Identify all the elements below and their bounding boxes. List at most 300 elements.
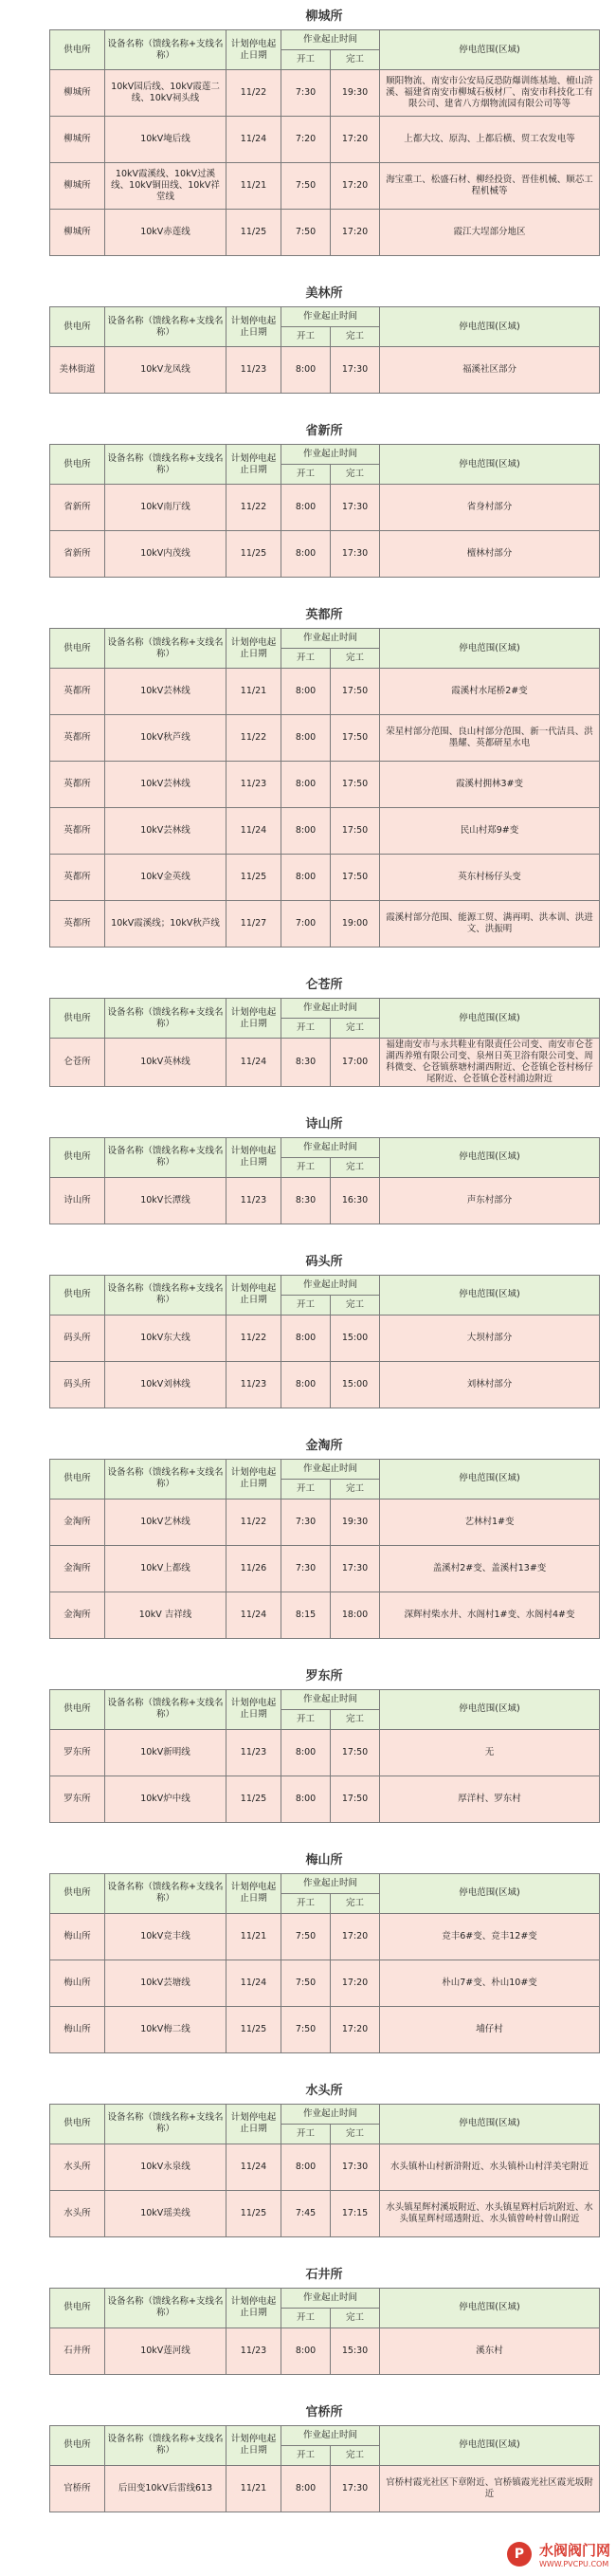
cell-date: 11/21	[226, 1913, 281, 1960]
cell-area: 官桥村霞光社区下章附近、官桥镇霞光社区霞光坂附近	[380, 2465, 600, 2512]
cell-device: 10kV埯后线	[105, 117, 226, 163]
table-row	[50, 531, 600, 578]
table-row	[50, 669, 600, 715]
header-area: 停电范围(区域)	[380, 1137, 600, 1177]
cell-station: 省新所	[50, 485, 105, 531]
cell-device: 10kV金英线	[105, 855, 226, 901]
cell-end: 17:50	[331, 855, 380, 901]
header-time: 作业起止时间	[281, 307, 380, 327]
section	[49, 598, 599, 968]
outage-table	[49, 306, 600, 394]
cell-date: 11/24	[226, 808, 281, 855]
cell-area: 大坝村部分	[380, 1315, 600, 1361]
cell-start: 8:00	[281, 2144, 331, 2190]
header-date: 计划停电起止日期	[226, 1137, 281, 1177]
cell-end: 17:30	[331, 2465, 380, 2512]
section	[49, 1108, 599, 1245]
cell-area: 竞丰6#变、竞丰12#变	[380, 1913, 600, 1960]
table-row	[50, 1499, 600, 1545]
table-row	[50, 855, 600, 901]
section-gap	[49, 2375, 599, 2396]
section-gap	[49, 1224, 599, 1245]
header-device: 设备名称（馈线名称+支线名称）	[105, 445, 226, 485]
cell-station: 英都所	[50, 762, 105, 808]
header-end: 完工	[331, 1709, 380, 1729]
cell-area: 盖溪村2#变、盖溪村13#变	[380, 1545, 600, 1592]
cell-area: 省身村部分	[380, 485, 600, 531]
header-device: 设备名称（馈线名称+支线名称）	[105, 307, 226, 347]
watermark-logo: P	[507, 2542, 532, 2567]
cell-start: 8:30	[281, 1039, 331, 1087]
header-date: 计划停电起止日期	[226, 2288, 281, 2328]
cell-start: 8:30	[281, 1177, 331, 1224]
header-start: 开工	[281, 1893, 331, 1913]
section-title: 英都所	[305, 608, 343, 622]
header-start: 开工	[281, 2445, 331, 2465]
cell-area: 英东村杨仔头变	[380, 855, 600, 901]
header-area: 停电范围(区域)	[380, 307, 600, 347]
cell-start: 7:30	[281, 1545, 331, 1592]
cell-start: 7:20	[281, 117, 331, 163]
header-area: 停电范围(区域)	[380, 1459, 600, 1499]
cell-end: 15:00	[331, 1315, 380, 1361]
table-row	[50, 2006, 600, 2052]
table-header-row	[50, 999, 600, 1019]
table-header-row	[50, 2425, 600, 2445]
cell-start: 7:50	[281, 163, 331, 210]
cell-area: 荣星村部分范围、良山村部分范围、新一代洁具、洪墨耀、英都研星水电	[380, 715, 600, 762]
header-date: 计划停电起止日期	[226, 445, 281, 485]
section	[49, 0, 599, 277]
header-device: 设备名称（馈线名称+支线名称）	[105, 1275, 226, 1315]
cell-station: 英都所	[50, 808, 105, 855]
cell-area: 埔仔村	[380, 2006, 600, 2052]
cell-end: 17:50	[331, 1729, 380, 1776]
header-time: 作业起止时间	[281, 2425, 380, 2445]
header-date: 计划停电起止日期	[226, 1689, 281, 1729]
cell-start: 8:00	[281, 485, 331, 531]
cell-area: 民山村郑9#变	[380, 808, 600, 855]
cell-station: 柳城所	[50, 70, 105, 117]
cell-end: 17:20	[331, 1960, 380, 2006]
outage-table	[49, 1275, 600, 1408]
section-title: 省新所	[305, 424, 343, 438]
section	[49, 414, 599, 598]
section	[49, 2396, 599, 2533]
cell-end: 17:50	[331, 1776, 380, 1822]
cell-device: 10kV南厅线	[105, 485, 226, 531]
section-title: 梅山所	[305, 1852, 343, 1868]
cell-device: 10kV芸塘线	[105, 1960, 226, 2006]
cell-device: 10kV芸林线	[105, 808, 226, 855]
header-date: 计划停电起止日期	[226, 307, 281, 347]
section	[49, 1660, 599, 1844]
cell-date: 11/21	[226, 669, 281, 715]
header-area: 停电范围(区域)	[380, 1873, 600, 1913]
cell-station: 仑苍所	[50, 1039, 105, 1087]
header-end: 完工	[331, 1893, 380, 1913]
section-title: 罗东所	[305, 1668, 343, 1684]
header-device: 设备名称（馈线名称+支线名称）	[105, 1137, 226, 1177]
section-title: 水头所	[305, 2083, 343, 2098]
cell-area: 霞溪村部分范围、能源工贸、满再明、洪本训、洪进文、洪振明	[380, 901, 600, 948]
section-gap	[49, 2053, 599, 2074]
section	[49, 968, 599, 1108]
header-supplier: 供电所	[50, 1689, 105, 1729]
header-start: 开工	[281, 1479, 331, 1499]
cell-station: 梅山所	[50, 1913, 105, 1960]
cell-end: 17:50	[331, 669, 380, 715]
header-supplier: 供电所	[50, 1459, 105, 1499]
outage-table	[49, 628, 600, 948]
header-supplier: 供电所	[50, 2425, 105, 2465]
header-time: 作业起止时间	[281, 1275, 380, 1295]
cell-device: 10kV霞溪线、10kV过溪线、10kV铜田线、10kV祥堂线	[105, 163, 226, 210]
cell-date: 11/23	[226, 347, 281, 394]
section-gap	[49, 578, 599, 598]
table-row	[50, 901, 600, 948]
cell-device: 10kV莲河线	[105, 2328, 226, 2374]
cell-station: 官桥所	[50, 2465, 105, 2512]
header-time: 作业起止时间	[281, 1459, 380, 1479]
header-start: 开工	[281, 1709, 331, 1729]
cell-station: 柳城所	[50, 163, 105, 210]
cell-device: 10kV梅二线	[105, 2006, 226, 2052]
table-row	[50, 1960, 600, 2006]
cell-date: 11/26	[226, 1545, 281, 1592]
cell-device: 10kV竞丰线	[105, 1913, 226, 1960]
outage-table	[49, 1459, 600, 1639]
cell-area: 福建南安市与永共鞋业有限责任公司变、南安市仑苍湖西养殖有限公司变、泉州日英卫浴有限公司变、周科微变、仑苍镇蔡塘村湖西附近、仑苍镇仑苍村杨仔尾附近、仑苍镇仑苍村浦边附近	[380, 1039, 600, 1087]
header-time: 作业起止时间	[281, 445, 380, 465]
header-supplier: 供电所	[50, 1137, 105, 1177]
cell-date: 11/22	[226, 1315, 281, 1361]
table-row	[50, 2190, 600, 2236]
table-header-row	[50, 2104, 600, 2124]
table-row	[50, 1545, 600, 1592]
cell-end: 15:00	[331, 1361, 380, 1408]
cell-date: 11/22	[226, 70, 281, 117]
header-time: 作业起止时间	[281, 30, 380, 50]
header-end: 完工	[331, 465, 380, 485]
outage-table	[49, 998, 600, 1087]
header-end: 完工	[331, 649, 380, 669]
cell-device: 10kV内茂线	[105, 531, 226, 578]
cell-end: 16:30	[331, 1177, 380, 1224]
cell-end: 17:15	[331, 2190, 380, 2236]
cell-date: 11/24	[226, 1592, 281, 1638]
cell-date: 11/22	[226, 1499, 281, 1545]
table-header-row	[50, 1459, 600, 1479]
table-header-row	[50, 2288, 600, 2308]
cell-station: 金淘所	[50, 1545, 105, 1592]
outage-table	[49, 1689, 600, 1823]
header-time: 作业起止时间	[281, 2104, 380, 2124]
cell-date: 11/22	[226, 485, 281, 531]
table-row	[50, 485, 600, 531]
cell-start: 8:00	[281, 715, 331, 762]
header-time: 作业起止时间	[281, 1689, 380, 1709]
header-date: 计划停电起止日期	[226, 1275, 281, 1315]
table-row	[50, 1361, 600, 1408]
section	[49, 2074, 599, 2258]
header-time: 作业起止时间	[281, 2288, 380, 2308]
header-area: 停电范围(区域)	[380, 1689, 600, 1729]
section-title: 美林所	[305, 286, 343, 301]
cell-date: 11/25	[226, 1776, 281, 1822]
watermark-name: 水阀阀门网	[538, 2542, 610, 2559]
table-header-row	[50, 445, 600, 465]
header-end: 完工	[331, 327, 380, 347]
header-start: 开工	[281, 2308, 331, 2328]
header-date: 计划停电起止日期	[226, 2425, 281, 2465]
header-device: 设备名称（馈线名称+支线名称）	[105, 999, 226, 1039]
header-area: 停电范围(区域)	[380, 2425, 600, 2465]
cell-start: 8:00	[281, 1776, 331, 1822]
cell-end: 17:30	[331, 347, 380, 394]
cell-station: 金淘所	[50, 1499, 105, 1545]
cell-end: 17:30	[331, 1545, 380, 1592]
cell-station: 柳城所	[50, 117, 105, 163]
cell-end: 17:50	[331, 808, 380, 855]
cell-date: 11/27	[226, 901, 281, 948]
cell-area: 水头镇朴山村新浒附近、水头镇朴山村洋美宅附近	[380, 2144, 600, 2190]
header-start: 开工	[281, 1295, 331, 1315]
table-row	[50, 762, 600, 808]
section	[49, 2258, 599, 2396]
cell-start: 7:50	[281, 210, 331, 256]
cell-end: 17:20	[331, 163, 380, 210]
cell-area: 声东村部分	[380, 1177, 600, 1224]
outage-table	[49, 2288, 600, 2375]
table-row	[50, 70, 600, 117]
outage-table	[49, 2104, 600, 2237]
header-end: 完工	[331, 2124, 380, 2144]
table-row	[50, 1729, 600, 1776]
cell-end: 17:30	[331, 531, 380, 578]
cell-date: 11/24	[226, 1039, 281, 1087]
table-row	[50, 715, 600, 762]
header-start: 开工	[281, 1157, 331, 1177]
cell-date: 11/23	[226, 1361, 281, 1408]
cell-device: 10kV艺林线	[105, 1499, 226, 1545]
header-date: 计划停电起止日期	[226, 1873, 281, 1913]
section-gap	[49, 256, 599, 277]
cell-date: 11/23	[226, 1729, 281, 1776]
outage-table	[49, 444, 600, 578]
section-title: 官桥所	[305, 2404, 343, 2420]
cell-end: 17:20	[331, 210, 380, 256]
watermark-url: WWW.PVCPU.COM	[538, 2560, 609, 2568]
cell-station: 美林街道	[50, 347, 105, 394]
table-row	[50, 2144, 600, 2190]
section-title: 仑苍所	[305, 978, 343, 992]
table-header-row	[50, 1275, 600, 1295]
cell-station: 柳城所	[50, 210, 105, 256]
header-start: 开工	[281, 50, 331, 70]
cell-area: 艺林村1#变	[380, 1499, 600, 1545]
header-end: 完工	[331, 2308, 380, 2328]
section-title: 诗山所	[305, 1116, 343, 1132]
header-supplier: 供电所	[50, 629, 105, 669]
cell-start: 8:00	[281, 1361, 331, 1408]
cell-date: 11/25	[226, 855, 281, 901]
cell-device: 10kV永泉线	[105, 2144, 226, 2190]
header-supplier: 供电所	[50, 999, 105, 1039]
cell-station: 省新所	[50, 531, 105, 578]
section-gap	[49, 2237, 599, 2258]
header-device: 设备名称（馈线名称+支线名称）	[105, 2104, 226, 2144]
table-row	[50, 2328, 600, 2374]
table-row	[50, 1776, 600, 1822]
cell-station: 梅山所	[50, 1960, 105, 2006]
cell-area: 厚洋村、罗东村	[380, 1776, 600, 1822]
cell-device: 10kV秋芦线	[105, 715, 226, 762]
section-gap	[49, 2512, 599, 2533]
table-row	[50, 117, 600, 163]
header-time: 作业起止时间	[281, 1873, 380, 1893]
table-header-row	[50, 1137, 600, 1157]
cell-start: 7:30	[281, 1499, 331, 1545]
cell-device: 10kV霞溪线；10kV秋芦线	[105, 901, 226, 948]
cell-device: 10kV刘林线	[105, 1361, 226, 1408]
header-time: 作业起止时间	[281, 629, 380, 649]
header-end: 完工	[331, 50, 380, 70]
section	[49, 1429, 599, 1660]
cell-start: 8:00	[281, 669, 331, 715]
cell-area: 霞溪村水尾桥2#变	[380, 669, 600, 715]
section-gap	[49, 1823, 599, 1844]
table-row	[50, 1913, 600, 1960]
table-header-row	[50, 307, 600, 327]
cell-device: 10kV 吉祥线	[105, 1592, 226, 1638]
cell-start: 8:15	[281, 1592, 331, 1638]
cell-device: 10kV炉中线	[105, 1776, 226, 1822]
header-start: 开工	[281, 2124, 331, 2144]
header-area: 停电范围(区域)	[380, 999, 600, 1039]
cell-device: 10kV瑶美线	[105, 2190, 226, 2236]
header-time: 作业起止时间	[281, 1137, 380, 1157]
cell-start: 7:45	[281, 2190, 331, 2236]
cell-area: 顺阳物流、南安市公安局反恐防爆训练基地、檀山浒溪、福建省南安市柳城石板材厂、南安市科技化工有限公司、建省八方烟物流园有限公司等等	[380, 70, 600, 117]
table-header-row	[50, 1689, 600, 1709]
section	[49, 277, 599, 414]
cell-device: 10kV上都线	[105, 1545, 226, 1592]
outage-table	[49, 1137, 600, 1224]
cell-date: 11/22	[226, 715, 281, 762]
header-supplier: 供电所	[50, 1275, 105, 1315]
cell-area: 无	[380, 1729, 600, 1776]
table-header-row	[50, 1873, 600, 1893]
cell-station: 码头所	[50, 1315, 105, 1361]
cell-end: 17:20	[331, 1913, 380, 1960]
cell-date: 11/24	[226, 2144, 281, 2190]
cell-date: 11/25	[226, 531, 281, 578]
cell-device: 后田变10kV后雷线613	[105, 2465, 226, 2512]
cell-area: 上都大坟、原沟、上都后横、贸工农发电等	[380, 117, 600, 163]
cell-device: 10kV芸林线	[105, 669, 226, 715]
header-supplier: 供电所	[50, 2288, 105, 2328]
cell-area: 霞溪村拥林3#变	[380, 762, 600, 808]
section-title: 柳城所	[305, 9, 343, 24]
header-date: 计划停电起止日期	[226, 999, 281, 1039]
cell-area: 福溪社区部分	[380, 347, 600, 394]
cell-device: 10kV芸林线	[105, 762, 226, 808]
cell-date: 11/24	[226, 1960, 281, 2006]
cell-start: 8:00	[281, 1729, 331, 1776]
cell-end: 19:30	[331, 70, 380, 117]
header-area: 停电范围(区域)	[380, 30, 600, 70]
cell-end: 17:30	[331, 485, 380, 531]
cell-end: 17:50	[331, 715, 380, 762]
cell-station: 水头所	[50, 2144, 105, 2190]
header-time: 作业起止时间	[281, 999, 380, 1019]
header-end: 完工	[331, 1295, 380, 1315]
cell-end: 17:00	[331, 1039, 380, 1087]
cell-station: 罗东所	[50, 1776, 105, 1822]
cell-area: 刘林村部分	[380, 1361, 600, 1408]
table-row	[50, 1177, 600, 1224]
section-gap	[49, 948, 599, 968]
header-end: 完工	[331, 2445, 380, 2465]
table-header-row	[50, 629, 600, 649]
cell-start: 8:00	[281, 531, 331, 578]
cell-area: 朴山7#变、朴山10#变	[380, 1960, 600, 2006]
cell-area: 檀林村部分	[380, 531, 600, 578]
cell-station: 英都所	[50, 669, 105, 715]
section-gap	[49, 1639, 599, 1660]
cell-date: 11/25	[226, 2006, 281, 2052]
watermark	[507, 2540, 610, 2568]
header-supplier: 供电所	[50, 1873, 105, 1913]
cell-date: 11/21	[226, 2465, 281, 2512]
cell-start: 8:00	[281, 2328, 331, 2374]
section-title: 码头所	[305, 1254, 343, 1269]
header-date: 计划停电起止日期	[226, 629, 281, 669]
table-header-row	[50, 30, 600, 50]
cell-date: 11/25	[226, 210, 281, 256]
cell-station: 码头所	[50, 1361, 105, 1408]
cell-end: 19:00	[331, 901, 380, 948]
cell-end: 18:00	[331, 1592, 380, 1638]
cell-start: 8:00	[281, 347, 331, 394]
cell-device: 10kV新明线	[105, 1729, 226, 1776]
header-end: 完工	[331, 1157, 380, 1177]
cell-date: 11/23	[226, 1177, 281, 1224]
cell-area: 深辉村柴水井、水阁村1#变、水阁村4#变	[380, 1592, 600, 1638]
cell-start: 7:50	[281, 1960, 331, 2006]
header-start: 开工	[281, 465, 331, 485]
outage-table	[49, 2425, 600, 2512]
cell-date: 11/25	[226, 2190, 281, 2236]
cell-station: 水头所	[50, 2190, 105, 2236]
cell-station: 英都所	[50, 855, 105, 901]
cell-area: 霞江大埕部分地区	[380, 210, 600, 256]
table-row	[50, 808, 600, 855]
cell-start: 8:00	[281, 2465, 331, 2512]
cell-station: 罗东所	[50, 1729, 105, 1776]
cell-date: 11/24	[226, 117, 281, 163]
table-row	[50, 210, 600, 256]
header-supplier: 供电所	[50, 30, 105, 70]
cell-start: 8:00	[281, 762, 331, 808]
header-supplier: 供电所	[50, 445, 105, 485]
section-gap	[49, 394, 599, 414]
cell-device: 10kV龙凤线	[105, 347, 226, 394]
header-device: 设备名称（馈线名称+支线名称）	[105, 1689, 226, 1729]
cell-end: 17:20	[331, 117, 380, 163]
header-date: 计划停电起止日期	[226, 30, 281, 70]
